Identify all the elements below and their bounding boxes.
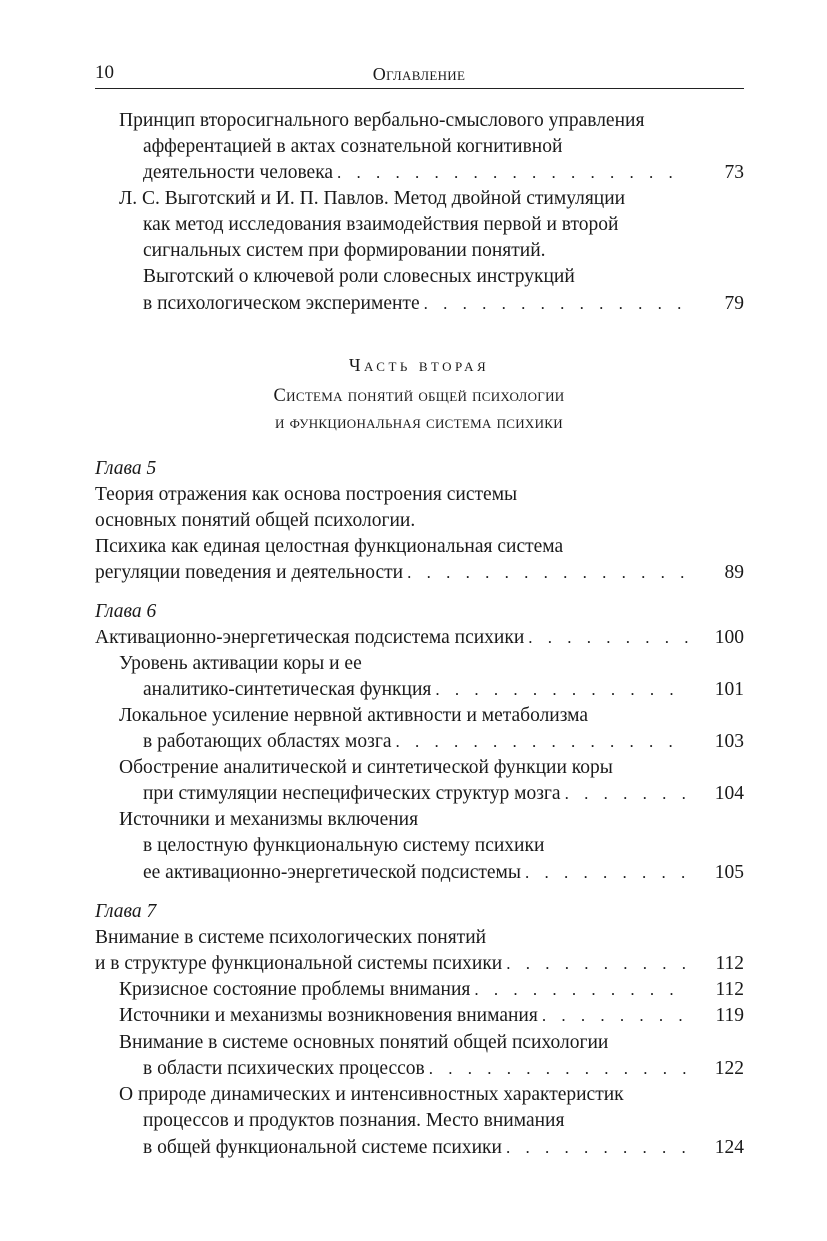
leader-dots <box>396 729 689 755</box>
toc-entry[interactable] <box>95 625 744 651</box>
toc-line: как метод исследования взаимодействия первой и второй <box>143 214 619 235</box>
toc-entry-title: в психологическом эксперименте <box>143 293 420 314</box>
toc-entry[interactable] <box>119 977 744 1003</box>
toc-entry[interactable] <box>143 1135 744 1161</box>
leader-dots <box>435 677 688 703</box>
toc-line: в целостную функциональную систему психики <box>143 835 545 856</box>
toc-line: Локальное усиление нервной активности и метаболизма <box>119 705 589 726</box>
leader-dots <box>565 781 688 807</box>
toc-line: Теория отражения как основа построения системы <box>95 484 518 505</box>
leader-dots <box>424 291 688 317</box>
toc-entry-title: в общей функциональной системе психики <box>143 1137 502 1158</box>
toc-entry[interactable] <box>143 291 744 317</box>
toc-entry-title: при стимуляции неспецифических структур мозга <box>143 783 561 804</box>
toc-page-ref: 104 <box>714 783 744 804</box>
chapter-label: Глава 7 <box>95 901 157 922</box>
toc-line: Уровень активации коры и ее <box>119 653 362 674</box>
toc-entry[interactable] <box>95 951 744 977</box>
toc-page-ref: 101 <box>714 679 744 700</box>
toc-entry-title: регуляции поведения и деятельности <box>95 562 404 583</box>
toc-page-ref: 112 <box>715 979 744 1000</box>
leader-dots <box>528 625 688 651</box>
toc-entry-title: ее активационно-энергетической подсистемы <box>143 862 521 883</box>
toc-entry-title: в области психических процессов <box>143 1058 425 1079</box>
toc-line: Выготский о ключевой роли словесных инструкций <box>143 266 575 287</box>
toc-page-ref: 119 <box>715 1005 744 1026</box>
leader-dots <box>429 1056 688 1082</box>
running-title: Оглавление <box>372 64 466 84</box>
header-rule <box>95 88 744 89</box>
part-title-line-2: и функциональная система психики <box>275 413 563 433</box>
leader-dots <box>474 977 688 1003</box>
toc-page-ref: 89 <box>724 562 744 583</box>
toc-page-ref: 100 <box>714 627 744 648</box>
toc-page-ref: 122 <box>714 1058 744 1079</box>
toc-entry-title: Источники и механизмы возникновения внимания <box>119 1005 538 1026</box>
toc-entry[interactable] <box>143 729 744 755</box>
leader-dots <box>542 1003 688 1029</box>
toc-entry[interactable] <box>143 160 744 186</box>
toc-page-ref: 79 <box>724 293 744 314</box>
page-number: 10 <box>95 62 114 83</box>
toc-page-ref: 105 <box>714 862 744 883</box>
leader-dots <box>407 560 688 586</box>
running-header <box>95 60 743 84</box>
toc-entry[interactable] <box>95 560 744 586</box>
leader-dots <box>337 160 688 186</box>
toc-entry[interactable] <box>143 781 744 807</box>
toc-entry[interactable] <box>143 1056 744 1082</box>
toc-page-ref: 124 <box>714 1137 744 1158</box>
toc-entry-title: и в структуре функциональной системы психики <box>95 953 503 974</box>
leader-dots <box>525 860 688 886</box>
toc-page-ref: 112 <box>715 953 744 974</box>
toc-entry-title: аналитико-синтетическая функция <box>143 679 432 700</box>
leader-dots <box>506 1135 688 1161</box>
toc-line: Обострение аналитической и синтетической функции коры <box>119 757 613 778</box>
chapter-label: Глава 5 <box>95 458 157 479</box>
toc-entry-title: Активационно-энергетическая подсистема психики <box>95 627 525 648</box>
toc-entry-title: Кризисное состояние проблемы внимания <box>119 979 471 1000</box>
toc-line: Принцип второсигнального вербально-смыслового управления <box>119 110 645 131</box>
toc-line: афферентацией в актах сознательной когнитивной <box>143 136 563 157</box>
leader-dots <box>506 951 688 977</box>
toc-line: О природе динамических и интенсивностных характеристик <box>119 1084 624 1105</box>
toc-entry-title: деятельности человека <box>143 162 334 183</box>
toc-line: Психика как единая целостная функциональная система <box>95 536 564 557</box>
toc-entry-title: в работающих областях мозга <box>143 731 392 752</box>
toc-line: основных понятий общей психологии. <box>95 510 416 531</box>
part-label: Часть вторая <box>348 355 490 375</box>
toc-page-ref: 103 <box>714 731 744 752</box>
toc-entry[interactable] <box>143 677 744 703</box>
toc-entry[interactable] <box>143 860 744 886</box>
toc-line: Л. С. Выготский и И. П. Павлов. Метод двойной стимуляции <box>119 188 626 209</box>
toc-entry[interactable] <box>119 1003 744 1029</box>
toc-line: Внимание в системе основных понятий общей психологии <box>119 1032 609 1053</box>
toc-page-ref: 73 <box>724 162 744 183</box>
toc-line: Внимание в системе психологических понятий <box>95 927 487 948</box>
chapter-label: Глава 6 <box>95 601 157 622</box>
toc-line: Источники и механизмы включения <box>119 809 419 830</box>
toc-line: процессов и продуктов познания. Место внимания <box>143 1110 565 1131</box>
part-title-line-1: Система понятий общей психологии <box>273 386 565 406</box>
toc-line: сигнальных систем при формировании понятий. <box>143 240 546 261</box>
